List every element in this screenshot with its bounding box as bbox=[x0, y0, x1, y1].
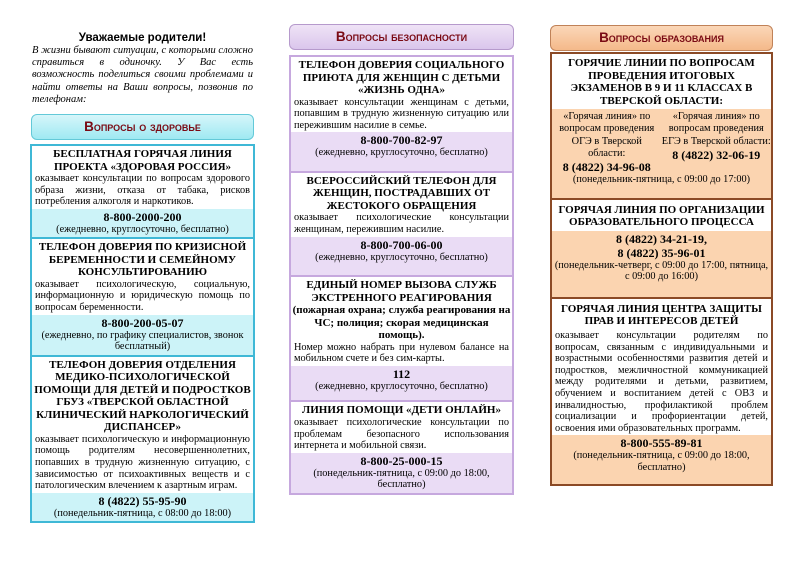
schedule-note: (понедельник-пятница, с 09:00 до 18:00, бесплатно) bbox=[313, 467, 490, 491]
health-section-header: Вопросы о здоровье bbox=[31, 114, 254, 140]
phone-block bbox=[291, 366, 512, 401]
hotline-description: Номер можно набрать при нулевом балансе на мобильном счете и без сим-карты. bbox=[294, 341, 509, 365]
safety-column bbox=[289, 0, 514, 495]
schedule-note: (ежедневно, круглосуточно, бесплатно) bbox=[315, 380, 488, 392]
phone-number-1[interactable]: 8 (4822) 34-21-19, bbox=[616, 231, 707, 246]
phone-block bbox=[32, 315, 253, 355]
oge-label: «Горячая линия» по вопросам проведения ОГЭ в Тверской области: bbox=[559, 111, 655, 159]
phone-block bbox=[32, 209, 253, 238]
phone-number[interactable]: 8-800-200-05-07 bbox=[101, 315, 184, 330]
education-section-header: Вопросы образования bbox=[550, 25, 773, 51]
safety-card bbox=[289, 55, 514, 495]
oge-phone[interactable]: 8 (4822) 34-96-08 bbox=[562, 160, 651, 175]
hotline-description: оказывает психологические консультации женщинам, пережившим насилие. bbox=[294, 212, 509, 235]
phone-number[interactable]: 112 bbox=[392, 366, 411, 381]
hotline-exams bbox=[552, 54, 771, 200]
phone-number[interactable]: 8-800-2000-200 bbox=[103, 209, 182, 224]
hotline-description: оказывает психологическую и информационную помощь родителям несовершеннолетних, попавших в трудную жизненную ситуацию, с зависимостью от психоактивных веществ и с патологическим влечением к азартным играм. bbox=[35, 433, 250, 492]
exam-phones-block bbox=[552, 109, 771, 198]
phone-number[interactable]: 8-800-555-89-81 bbox=[620, 436, 703, 451]
hotline-kids-online bbox=[291, 402, 512, 492]
hotline-title: ЕДИНЫЙ НОМЕР ВЫЗОВА СЛУЖБ ЭКСТРЕННОГО РЕАГИРОВАНИЯ bbox=[306, 279, 497, 304]
education-card bbox=[550, 52, 773, 486]
schedule-note: (ежедневно, круглосуточно, бесплатно) bbox=[315, 251, 488, 263]
schedule-note: (понедельник-пятница, с 09:00 до 17:00) bbox=[572, 174, 751, 186]
schedule-note: (ежедневно, по графику специалистов, звонок бесплатный) bbox=[41, 329, 244, 353]
hotline-healthy-russia bbox=[32, 146, 253, 239]
schedule-note: (понедельник-пятница, с 08:00 до 18:00) bbox=[53, 507, 232, 519]
phone-number-2[interactable]: 8 (4822) 35-96-01 bbox=[617, 245, 706, 260]
hotline-title: ГОРЯЧАЯ ЛИНИЯ ЦЕНТРА ЗАЩИТЫ ПРАВ И ИНТЕРЕСОВ ДЕТЕЙ bbox=[561, 302, 762, 328]
hotline-title: ТЕЛЕФОН ДОВЕРИЯ ОТДЕЛЕНИЯ МЕДИКО-ПСИХОЛОГИЧЕСКОЙ ПОМОЩИ ДЛЯ ДЕТЕЙ И ПОДРОСТКОВ ГБУЗ «ТВЕРСКОЙ ОБЛАСТНОЙ КЛИНИЧЕСКИЙ НАРКОЛОГИЧЕСКИЙ ДИСПАНСЕР» bbox=[34, 358, 251, 434]
phone-number[interactable]: 8-800-700-06-00 bbox=[360, 237, 443, 252]
hotline-narcology bbox=[32, 357, 253, 522]
hotline-edu-process bbox=[552, 200, 771, 299]
hotline-women-shelter bbox=[291, 57, 512, 173]
greeting-text: В жизни бывают ситуации, с которыми сложно справиться в одиночку. У Вас есть возможность поделиться своими проблемами и найти ответы на Ваши вопросы, позвонив по телефонам: bbox=[32, 45, 253, 105]
schedule-note: (ежедневно, круглосуточно, бесплатно) bbox=[315, 147, 488, 159]
phone-block bbox=[291, 453, 512, 493]
schedule-note: (понедельник-четверг, с 09:00 до 17:00, пятница, с 09:00 до 16:00) bbox=[554, 259, 769, 283]
phone-block bbox=[291, 132, 512, 171]
phone-block bbox=[552, 231, 771, 297]
education-column bbox=[550, 0, 773, 486]
hotline-title: ГОРЯЧАЯ ЛИНИЯ ПО ОРГАНИЗАЦИИ ОБРАЗОВАТЕЛЬНОГО ПРОЦЕССА bbox=[558, 203, 765, 229]
hotline-description: оказывает консультации родителям по вопросам, связанным с индивидуальными и возрастными особенностями развития детей и подростков, межличностной коммуникацией между родителями и детьми, развитием, обучением и воспитанием детей с ОВЗ и инвалидностью, профилактикой проблем социализации и профориентации детей, освоения ими образовательных программ. bbox=[555, 329, 768, 434]
hotline-title: ГОРЯЧИЕ ЛИНИИ ПО ВОПРОСАМ ПРОВЕДЕНИЯ ИТОГОВЫХ ЭКЗАМЕНОВ В 9 И 11 КЛАССАХ В ТВЕРСКОЙ ОБЛАСТИ: bbox=[568, 57, 755, 107]
health-card bbox=[30, 144, 255, 523]
hotline-title: ТЕЛЕФОН ДОВЕРИЯ ПО КРИЗИСНОЙ БЕРЕМЕННОСТИ И СЕМЕЙНОМУ КОНСУЛЬТИРОВАНИЮ bbox=[38, 241, 247, 279]
phone-block bbox=[552, 435, 771, 483]
hotline-title: ВСЕРОССИЙСКИЙ ТЕЛЕФОН ДЛЯ ЖЕНЩИН, ПОСТРАДАВШИХ ОТ ЖЕСТОКОГО ОБРАЩЕНИЯ bbox=[306, 174, 497, 212]
phone-number[interactable]: 8-800-25-000-15 bbox=[360, 453, 443, 468]
ege-hotline bbox=[662, 111, 772, 174]
ege-label: «Горячая линия» по вопросам проведения ЕГЭ в Тверской области: bbox=[661, 111, 771, 147]
phone-block bbox=[32, 493, 253, 522]
exam-phones-split bbox=[552, 111, 771, 174]
schedule-note: (понедельник-пятница, с 09:00 до 18:00, бесплатно) bbox=[573, 450, 750, 473]
oge-hotline bbox=[552, 111, 662, 174]
hotline-title: ЛИНИЯ ПОМОЩИ «ДЕТИ ОНЛАЙН» bbox=[302, 404, 501, 417]
hotline-emergency-112 bbox=[291, 277, 512, 402]
schedule-note: (ежедневно, круглосуточно, бесплатно) bbox=[56, 223, 229, 235]
hotline-pregnancy bbox=[32, 239, 253, 356]
safety-section-header: Вопросы безопасности bbox=[289, 24, 514, 50]
greeting-title: Уважаемые родители! bbox=[78, 32, 207, 44]
ege-phone[interactable]: 8 (4822) 32-06-19 bbox=[672, 147, 761, 162]
hotline-description: оказывает консультации по вопросам здорового образа жизни, отказа от табака, рисков потребления алкоголя и наркотиков. bbox=[35, 173, 250, 208]
phone-number[interactable]: 8-800-700-82-97 bbox=[360, 133, 443, 148]
hotline-women-violence bbox=[291, 173, 512, 277]
hotline-title: ТЕЛЕФОН ДОВЕРИЯ СОЦИАЛЬНОГО ПРИЮТА ДЛЯ ЖЕНЩИН С ДЕТЬМИ «ЖИЗНЬ ОДНА» bbox=[298, 59, 505, 96]
health-column bbox=[30, 0, 255, 523]
phone-block bbox=[291, 237, 512, 276]
hotline-child-rights bbox=[552, 299, 771, 484]
hotline-subtitle: (пожарная охрана; служба реагирования на ЧС; полиция; скорая медицинская помощь). bbox=[292, 304, 511, 342]
hotline-description: оказывает психологические консультации по проблемам безопасного использования интернета и мобильной связи. bbox=[294, 416, 509, 452]
hotline-description: оказывает психологическую, социальную, информационную и юридическую помощь по вопросам беременности. bbox=[35, 278, 250, 314]
hotline-description: оказывает консультации женщинам с детьми, попавшим в трудную жизненную ситуацию или пережившим насилие в семье. bbox=[294, 96, 509, 131]
phone-number[interactable]: 8 (4822) 55-95-90 bbox=[98, 493, 187, 508]
hotline-title: БЕСПЛАТНАЯ ГОРЯЧАЯ ЛИНИЯ ПРОЕКТА «ЗДОРОВАЯ РОССИЯ» bbox=[53, 148, 232, 173]
